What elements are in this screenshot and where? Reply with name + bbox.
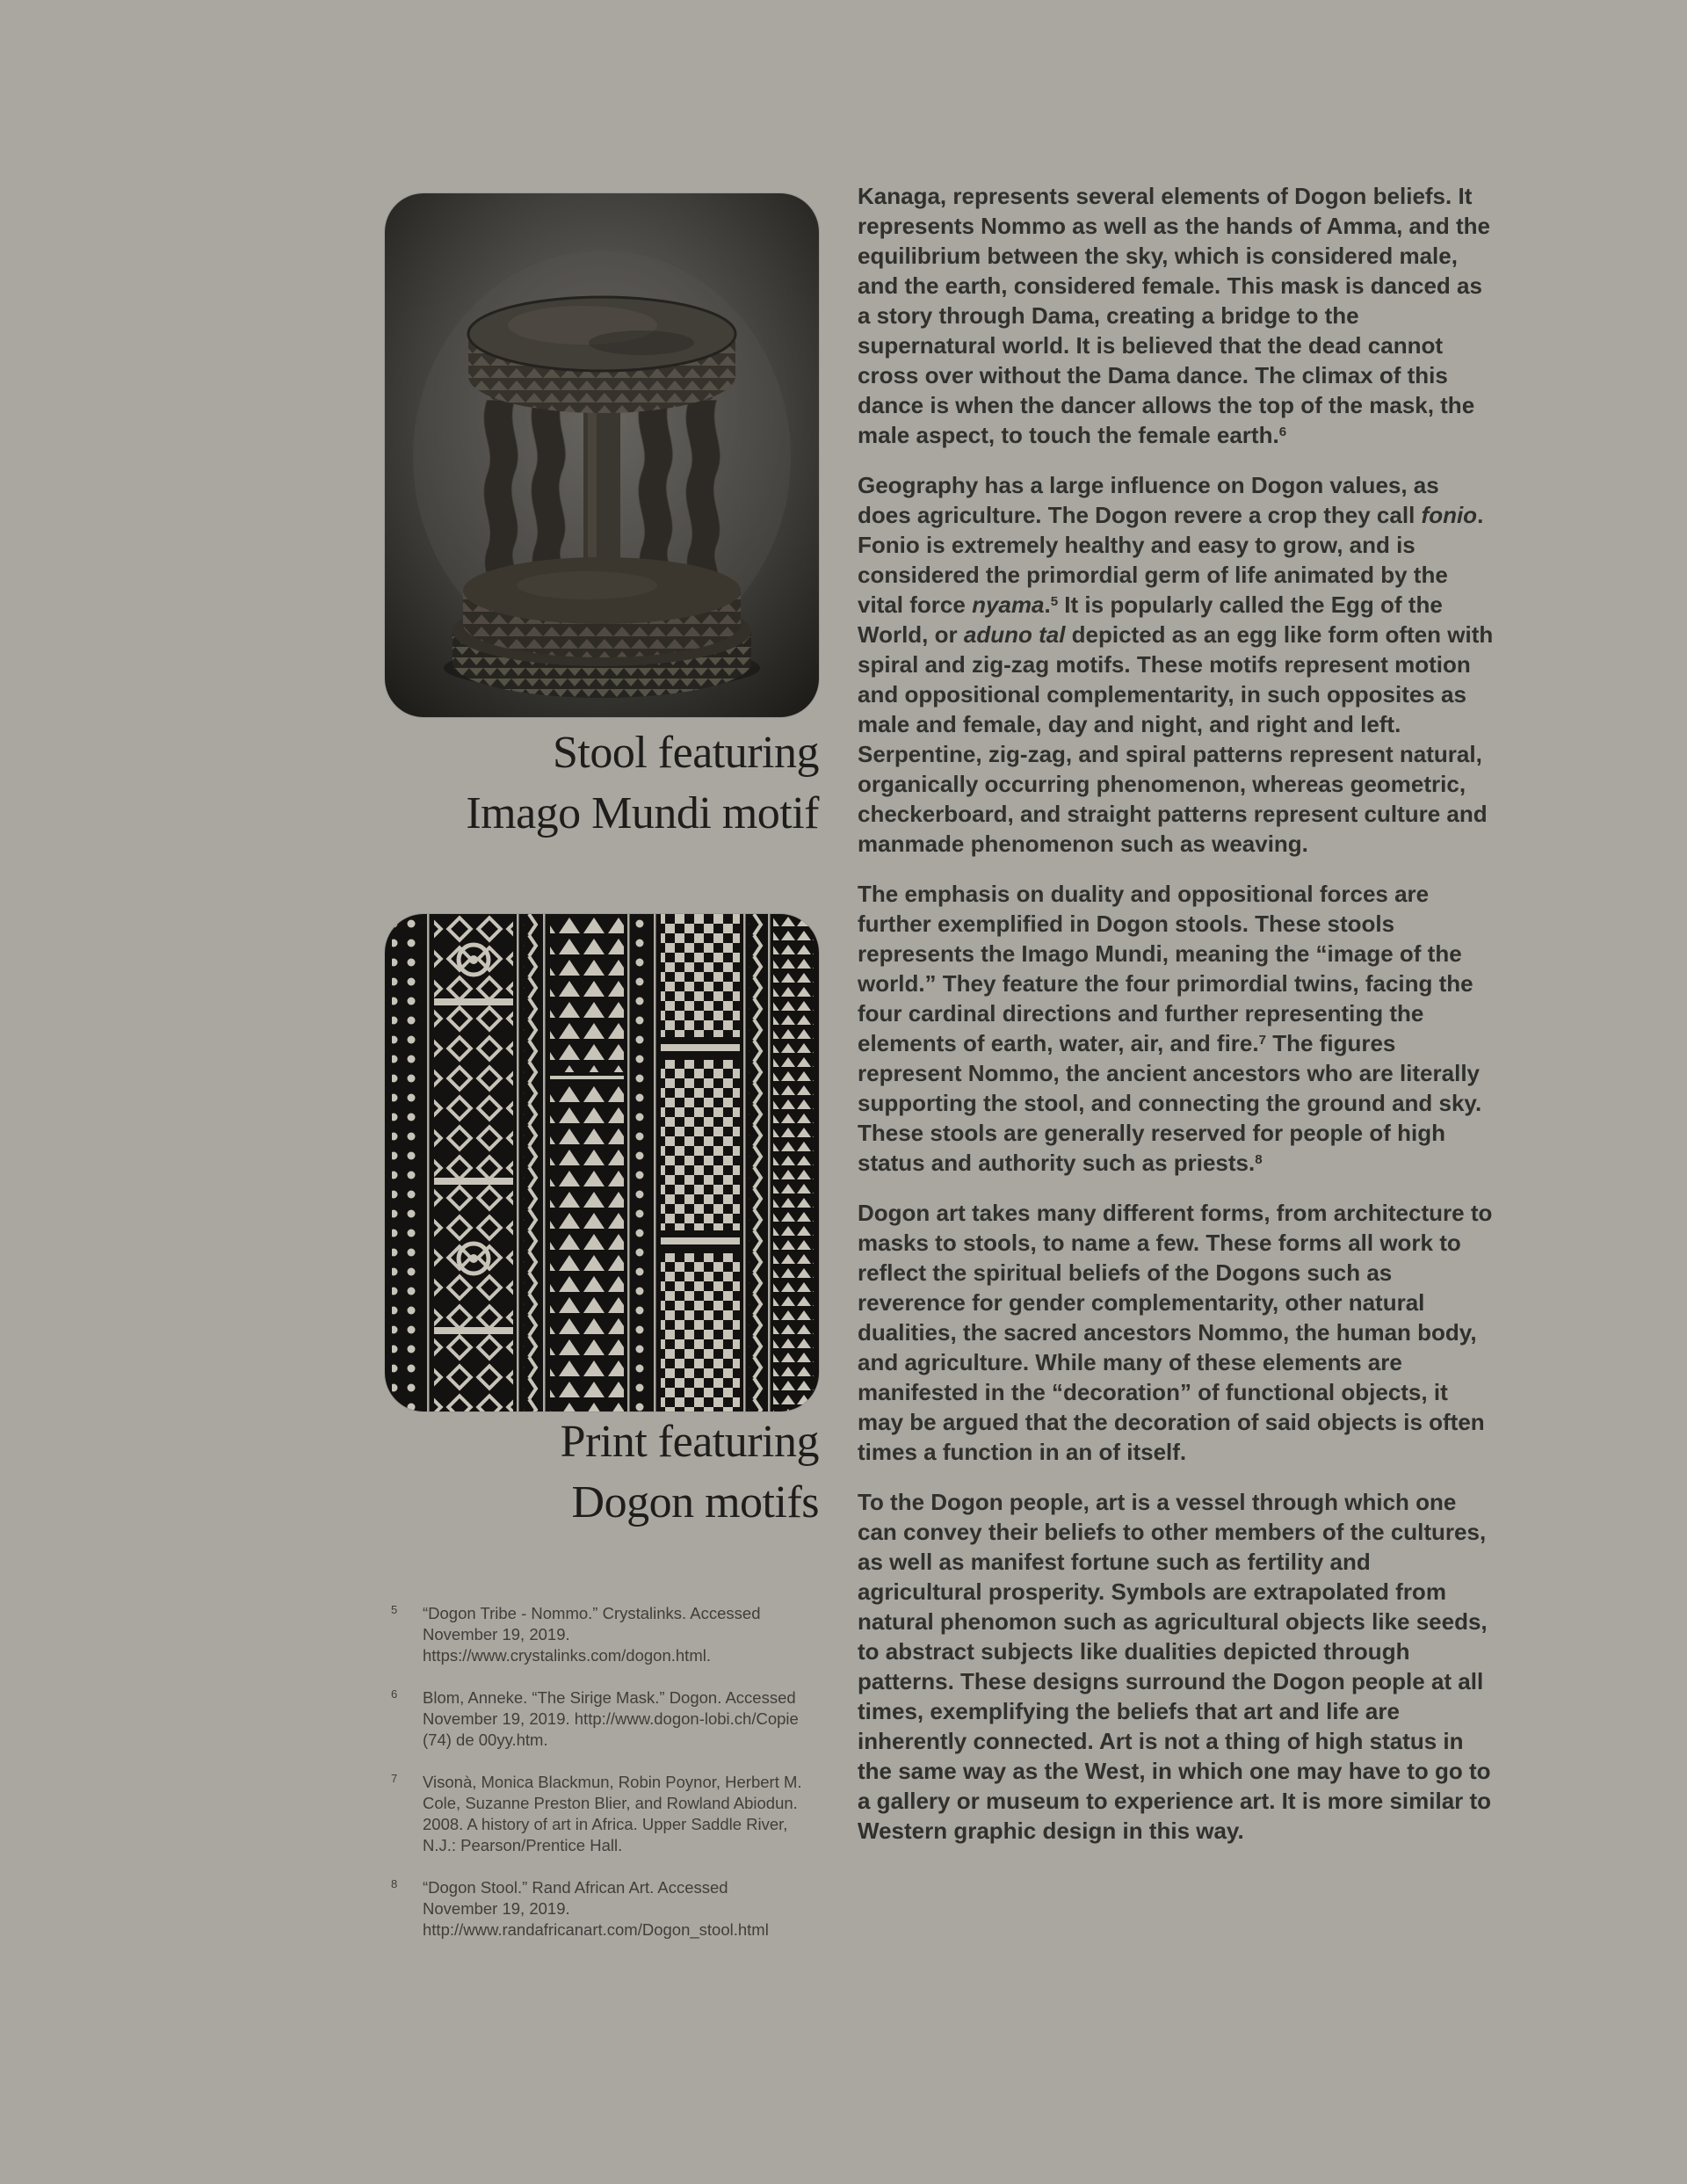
footnote-text: Visonà, Monica Blackmun, Robin Poynor, Herbert M. Cole, Suzanne Preston Blier, and Rowland Abiodun. 2008. A history of art in Africa. Upper Saddle River, N.J.: Pearson/Prentice Hall. [423,1773,802,1854]
text-run: depicted as an egg like form often with spiral and zig-zag motifs. These motifs represent motion and oppositional complementarity, in such opposites as male and female, day and night, and right and left. Serpentine, zig-zag, and spiral patterns represent natural, organically occurring phenomenon, whereas geometric, checkerboard, and straight patterns represent culture and manmade phenomenon such as weaving. [858,621,1494,857]
text-run: The emphasis on duality and oppositional forces are further exemplified in Dogon stools. These stools represents the Imago Mundi, meaning the “image of the world.” They feature the four primordial twins, facing the four cardinal directions and further representing the elements of earth, water, air, and fire. [858,881,1473,1056]
footnote-ref: 8 [1255,1151,1263,1167]
text-run: The figures represent Nommo, the ancient ancestors who are literally supporting the stool, and connecting the ground and sky. These stools are generally reserved for people of high status and authority such as priests. [858,1030,1482,1176]
text-run: . Fonio is extremely healthy and easy to grow, and is considered the primordial germ of life animated by the vital force [858,502,1484,618]
body-paragraph [858,470,1494,859]
footnote-ref: 5 [1050,593,1059,609]
footnote-ref: 6 [1278,424,1287,439]
footnote-number: 8 [391,1877,398,1890]
text-run: Geography has a large influence on Dogon values, as does agriculture. The Dogon revere a crop they call [858,472,1439,528]
body-paragraph [858,1487,1494,1846]
footnote-item [391,1687,804,1751]
footnote-number: 6 [391,1687,398,1701]
text-run: nyama [972,591,1045,618]
body-column [858,181,1494,1866]
body-paragraph [858,879,1494,1178]
text-run: . [1044,591,1051,618]
text-run: fonio [1421,502,1478,528]
footnotes-list [391,1603,804,1962]
footnote-text: Blom, Anneke. “The Sirige Mask.” Dogon. Accessed November 19, 2019. http://www.dogon-lobi.ch/Copie (74) de 00yy.htm. [423,1688,799,1749]
text-run: To the Dogon people, art is a vessel through which one can convey their beliefs to other members of the cultures, as well as manifest fortune such as fertility and agricultural prosperity. Symbols are extrapolated from natural phenomon such as agricultural objects like seeds, to abstract subjects like dualities depicted through patterns. These designs surround the Dogon people at all times, exemplifying the beliefs that art and life are inherently connected. Art is not a thing of high status in the same way as the West, in which one may have to go to a gallery or museum to experience art. It is more similar to Western graphic design in this way. [858,1489,1492,1844]
footnote-number: 7 [391,1772,398,1785]
figure-print [385,914,819,1411]
caption-stool-line2: Imago Mundi motif [466,788,819,838]
text-run: It is popularly called the Egg of the World, or [858,591,1443,648]
caption-stool [334,722,819,844]
body-paragraph [858,181,1494,450]
caption-print-line1: Print featuring [560,1417,819,1467]
stool-photo [385,193,819,717]
text-run: aduno tal [963,621,1066,648]
footnote-item [391,1877,804,1941]
caption-stool-line1: Stool featuring [552,728,819,778]
figure-stool [385,193,819,717]
text-run: Kanaga, represents several elements of Dogon beliefs. It represents Nommo as well as the hands of Amma, and the equilibrium between the sky, which is considered male, and the earth, considered female. This mask is danced as a story through Dama, creating a bridge to the supernatural world. It is believed that the dead cannot cross over without the Dama dance. The climax of this dance is when the dancer allows the top of the mask, the male aspect, to touch the female earth. [858,183,1491,448]
caption-print-line2: Dogon motifs [571,1477,819,1527]
footnote-text: “Dogon Stool.” Rand African Art. Accessed November 19, 2019. http://www.randafricanart.com/Dogon_stool.html [423,1878,769,1939]
footnote-ref: 7 [1258,1032,1267,1048]
footnote-item [391,1772,804,1856]
footnote-text: “Dogon Tribe - Nommo.” Crystalinks. Accessed November 19, 2019. https://www.crystalinks.com/dogon.html. [423,1604,761,1665]
footnote-number: 5 [391,1603,398,1616]
footnote-item [391,1603,804,1666]
caption-print [334,1411,819,1533]
print-photo [385,914,819,1411]
body-paragraph [858,1198,1494,1467]
text-run: Dogon art takes many different forms, from architecture to masks to stools, to name a few. These forms all work to reflect the spiritual beliefs of the Dogons such as reverence for gender complementarity, other natural dualities, the sacred ancestors Nommo, the human body, and agriculture. While many of these elements are manifested in the “decoration” of functional objects, it may be argued that the decoration of said objects is often times a function in an of itself. [858,1200,1493,1465]
